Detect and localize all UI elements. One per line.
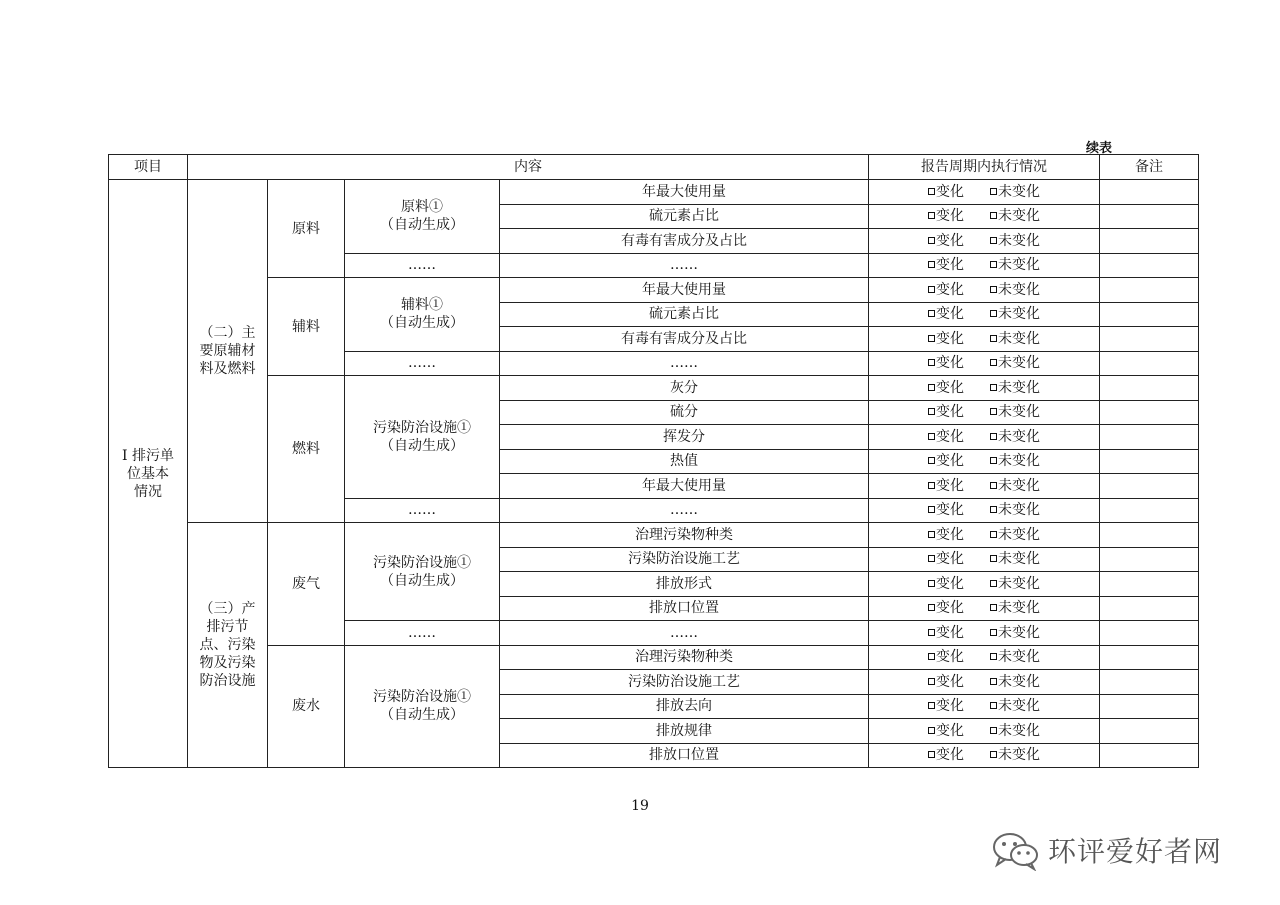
unchanged-option[interactable] <box>990 697 1040 715</box>
item-cell: 治理污染物种类 <box>500 523 869 548</box>
continued-label: 续表 <box>1086 141 1113 156</box>
remarks-cell[interactable] <box>1100 498 1199 523</box>
remarks-cell[interactable] <box>1100 400 1199 425</box>
checkbox-icon[interactable] <box>990 751 997 758</box>
section-cell: I 排污单 位基本 情况 <box>109 180 188 768</box>
changed-option-label: 变化 <box>936 673 964 690</box>
status-cell <box>869 645 1100 670</box>
checkbox-icon[interactable] <box>928 188 935 195</box>
unchanged-option-label: 未变化 <box>998 281 1040 298</box>
remarks-cell[interactable] <box>1100 523 1199 548</box>
unchanged-option[interactable] <box>990 330 1040 348</box>
remarks-cell[interactable] <box>1100 327 1199 352</box>
status-cell <box>869 425 1100 450</box>
item-cell: 硫元素占比 <box>500 204 869 229</box>
checkbox-icon[interactable] <box>990 212 997 219</box>
status-cell <box>869 694 1100 719</box>
item-cell: 治理污染物种类 <box>500 645 869 670</box>
remarks-cell[interactable] <box>1100 645 1199 670</box>
table-row <box>109 180 1199 205</box>
unchanged-option-label: 未变化 <box>998 306 1040 323</box>
unchanged-option[interactable] <box>990 722 1040 740</box>
unchanged-option[interactable] <box>990 379 1040 397</box>
item-cell: 排放口位置 <box>500 743 869 768</box>
item-cell: 硫分 <box>500 400 869 425</box>
category-cell: 废水 <box>268 645 345 768</box>
checkbox-icon[interactable] <box>990 653 997 660</box>
checkbox-icon[interactable] <box>990 408 997 415</box>
changed-option[interactable] <box>928 746 964 764</box>
table-body <box>109 180 1199 768</box>
status-cell <box>869 278 1100 303</box>
subsection-cell: （三）产 排污节 点、污染 物及污染 防治设施 <box>188 523 268 768</box>
unchanged-option-label: 未变化 <box>998 379 1040 396</box>
item-ellipsis-cell: …… <box>500 498 869 523</box>
status-cell <box>869 302 1100 327</box>
checkbox-icon[interactable] <box>928 433 935 440</box>
checkbox-icon[interactable] <box>928 727 935 734</box>
checkbox-icon[interactable] <box>990 384 997 391</box>
checkbox-icon[interactable] <box>990 359 997 366</box>
unchanged-option-label: 未变化 <box>998 208 1040 225</box>
checkbox-icon[interactable] <box>990 310 997 317</box>
checkbox-icon[interactable] <box>928 751 935 758</box>
report-table <box>108 154 1199 768</box>
unchanged-option-label: 未变化 <box>998 502 1040 519</box>
changed-option[interactable] <box>928 428 964 446</box>
changed-option-label: 变化 <box>936 698 964 715</box>
changed-option[interactable] <box>928 477 964 495</box>
item-cell: 有毒有害成分及占比 <box>500 327 869 352</box>
checkbox-icon[interactable] <box>990 506 997 513</box>
unchanged-option-label: 未变化 <box>998 428 1040 445</box>
item-ellipsis-cell: …… <box>500 351 869 376</box>
status-cell <box>869 572 1100 597</box>
unchanged-option[interactable] <box>990 354 1040 372</box>
checkbox-icon[interactable] <box>928 531 935 538</box>
checkbox-icon[interactable] <box>990 580 997 587</box>
status-cell <box>869 327 1100 352</box>
entry-cell: 原料① （自动生成） <box>345 180 500 254</box>
status-cell <box>869 229 1100 254</box>
item-cell: 有毒有害成分及占比 <box>500 229 869 254</box>
unchanged-option[interactable] <box>990 305 1040 323</box>
changed-option-label: 变化 <box>936 624 964 641</box>
watermark <box>990 828 1222 872</box>
changed-option[interactable] <box>928 722 964 740</box>
changed-option[interactable] <box>928 673 964 691</box>
status-cell <box>869 621 1100 646</box>
checkbox-icon[interactable] <box>928 482 935 489</box>
changed-option-label: 变化 <box>936 404 964 421</box>
changed-option-label: 变化 <box>936 551 964 568</box>
unchanged-option-label: 未变化 <box>998 477 1040 494</box>
checkbox-icon[interactable] <box>928 335 935 342</box>
checkbox-icon[interactable] <box>928 261 935 268</box>
checkbox-icon[interactable] <box>990 604 997 611</box>
unchanged-option-label: 未变化 <box>998 183 1040 200</box>
unchanged-option-label: 未变化 <box>998 526 1040 543</box>
table-row <box>109 278 1199 303</box>
item-cell: 排放规律 <box>500 719 869 744</box>
remarks-cell[interactable] <box>1100 547 1199 572</box>
item-ellipsis-cell: …… <box>500 621 869 646</box>
changed-option-label: 变化 <box>936 575 964 592</box>
entry-cell: 污染防治设施① （自动生成） <box>345 645 500 768</box>
table-row <box>109 523 1199 548</box>
unchanged-option[interactable] <box>990 550 1040 568</box>
status-cell <box>869 351 1100 376</box>
table-row <box>109 376 1199 401</box>
status-cell <box>869 180 1100 205</box>
remarks-cell[interactable] <box>1100 180 1199 205</box>
page-number: 19 <box>631 798 649 814</box>
remarks-cell[interactable] <box>1100 621 1199 646</box>
checkbox-icon[interactable] <box>928 678 935 685</box>
remarks-cell[interactable] <box>1100 253 1199 278</box>
changed-option[interactable] <box>928 526 964 544</box>
checkbox-icon[interactable] <box>928 653 935 660</box>
checkbox-icon[interactable] <box>990 727 997 734</box>
status-cell <box>869 719 1100 744</box>
unchanged-option-label: 未变化 <box>998 232 1040 249</box>
entry-cell: 污染防治设施① （自动生成） <box>345 376 500 499</box>
category-cell: 辅料 <box>268 278 345 376</box>
item-cell: 污染防治设施工艺 <box>500 670 869 695</box>
changed-option[interactable] <box>928 452 964 470</box>
changed-option-label: 变化 <box>936 477 964 494</box>
checkbox-icon[interactable] <box>928 629 935 636</box>
changed-option-label: 变化 <box>936 600 964 617</box>
status-cell <box>869 253 1100 278</box>
category-cell: 燃料 <box>268 376 345 523</box>
checkbox-icon[interactable] <box>928 384 935 391</box>
checkbox-icon[interactable] <box>928 555 935 562</box>
unchanged-option[interactable] <box>990 403 1040 421</box>
changed-option[interactable] <box>928 550 964 568</box>
unchanged-option[interactable] <box>990 256 1040 274</box>
checkbox-icon[interactable] <box>928 212 935 219</box>
category-cell: 废气 <box>268 523 345 646</box>
status-cell <box>869 376 1100 401</box>
status-cell <box>869 449 1100 474</box>
changed-option-label: 变化 <box>936 208 964 225</box>
entry-cell: 污染防治设施① （自动生成） <box>345 523 500 621</box>
unchanged-option-label: 未变化 <box>998 600 1040 617</box>
changed-option-label: 变化 <box>936 379 964 396</box>
unchanged-option[interactable] <box>990 673 1040 691</box>
entry-ellipsis-cell: …… <box>345 621 500 646</box>
checkbox-icon[interactable] <box>990 678 997 685</box>
entry-ellipsis-cell: …… <box>345 498 500 523</box>
checkbox-icon[interactable] <box>990 433 997 440</box>
checkbox-icon[interactable] <box>928 457 935 464</box>
remarks-cell[interactable] <box>1100 425 1199 450</box>
changed-option[interactable] <box>928 624 964 642</box>
unchanged-option[interactable] <box>990 526 1040 544</box>
header-remarks: 备注 <box>1100 155 1199 180</box>
checkbox-icon[interactable] <box>928 408 935 415</box>
status-cell <box>869 498 1100 523</box>
remarks-cell[interactable] <box>1100 670 1199 695</box>
item-cell: 年最大使用量 <box>500 474 869 499</box>
item-cell: 排放去向 <box>500 694 869 719</box>
unchanged-option[interactable] <box>990 477 1040 495</box>
changed-option[interactable] <box>928 207 964 225</box>
changed-option-label: 变化 <box>936 306 964 323</box>
remarks-cell[interactable] <box>1100 474 1199 499</box>
unchanged-option-label: 未变化 <box>998 624 1040 641</box>
changed-option[interactable] <box>928 256 964 274</box>
remarks-cell[interactable] <box>1100 229 1199 254</box>
changed-option-label: 变化 <box>936 428 964 445</box>
changed-option-label: 变化 <box>936 257 964 274</box>
item-cell: 灰分 <box>500 376 869 401</box>
subsection-cell: （二）主 要原辅材 料及燃料 <box>188 180 268 523</box>
status-cell <box>869 670 1100 695</box>
remarks-cell[interactable] <box>1100 572 1199 597</box>
unchanged-option-label: 未变化 <box>998 330 1040 347</box>
remarks-cell[interactable] <box>1100 694 1199 719</box>
changed-option-label: 变化 <box>936 355 964 372</box>
remarks-cell[interactable] <box>1100 719 1199 744</box>
unchanged-option-label: 未变化 <box>998 575 1040 592</box>
changed-option[interactable] <box>928 281 964 299</box>
item-cell: 年最大使用量 <box>500 278 869 303</box>
item-cell: 热值 <box>500 449 869 474</box>
item-cell: 排放形式 <box>500 572 869 597</box>
changed-option-label: 变化 <box>936 502 964 519</box>
status-cell <box>869 400 1100 425</box>
entry-ellipsis-cell: …… <box>345 253 500 278</box>
item-cell: 挥发分 <box>500 425 869 450</box>
watermark-text: 环评爱好者网 <box>1048 835 1223 868</box>
checkbox-icon[interactable] <box>990 237 997 244</box>
header-row <box>109 155 1199 180</box>
remarks-cell[interactable] <box>1100 449 1199 474</box>
changed-option[interactable] <box>928 697 964 715</box>
checkbox-icon[interactable] <box>928 580 935 587</box>
checkbox-icon[interactable] <box>990 335 997 342</box>
entry-ellipsis-cell: …… <box>345 351 500 376</box>
checkbox-icon[interactable] <box>990 457 997 464</box>
unchanged-option[interactable] <box>990 428 1040 446</box>
remarks-cell[interactable] <box>1100 278 1199 303</box>
remarks-cell[interactable] <box>1100 302 1199 327</box>
checkbox-icon[interactable] <box>928 237 935 244</box>
remarks-cell[interactable] <box>1100 743 1199 768</box>
changed-option[interactable] <box>928 305 964 323</box>
checkbox-icon[interactable] <box>990 555 997 562</box>
changed-option-label: 变化 <box>936 183 964 200</box>
changed-option[interactable] <box>928 330 964 348</box>
status-cell <box>869 743 1100 768</box>
unchanged-option-label: 未变化 <box>998 747 1040 764</box>
changed-option-label: 变化 <box>936 747 964 764</box>
changed-option[interactable] <box>928 599 964 617</box>
checkbox-icon[interactable] <box>928 702 935 709</box>
header-content: 内容 <box>188 155 869 180</box>
remarks-cell[interactable] <box>1100 351 1199 376</box>
changed-option[interactable] <box>928 183 964 201</box>
unchanged-option-label: 未变化 <box>998 698 1040 715</box>
changed-option-label: 变化 <box>936 526 964 543</box>
changed-option[interactable] <box>928 354 964 372</box>
checkbox-icon[interactable] <box>990 702 997 709</box>
checkbox-icon[interactable] <box>928 604 935 611</box>
checkbox-icon[interactable] <box>928 310 935 317</box>
unchanged-option[interactable] <box>990 648 1040 666</box>
remarks-cell[interactable] <box>1100 596 1199 621</box>
status-cell <box>869 474 1100 499</box>
status-cell <box>869 547 1100 572</box>
unchanged-option[interactable] <box>990 281 1040 299</box>
changed-option-label: 变化 <box>936 281 964 298</box>
entry-cell: 辅料① （自动生成） <box>345 278 500 352</box>
changed-option-label: 变化 <box>936 722 964 739</box>
checkbox-icon[interactable] <box>990 482 997 489</box>
unchanged-option[interactable] <box>990 624 1040 642</box>
checkbox-icon[interactable] <box>990 261 997 268</box>
unchanged-option-label: 未变化 <box>998 649 1040 666</box>
unchanged-option-label: 未变化 <box>998 551 1040 568</box>
status-cell <box>869 523 1100 548</box>
unchanged-option-label: 未变化 <box>998 257 1040 274</box>
unchanged-option[interactable] <box>990 207 1040 225</box>
item-cell: 硫元素占比 <box>500 302 869 327</box>
unchanged-option[interactable] <box>990 501 1040 519</box>
unchanged-option[interactable] <box>990 232 1040 250</box>
changed-option-label: 变化 <box>936 649 964 666</box>
changed-option[interactable] <box>928 379 964 397</box>
remarks-cell[interactable] <box>1100 204 1199 229</box>
remarks-cell[interactable] <box>1100 376 1199 401</box>
unchanged-option[interactable] <box>990 746 1040 764</box>
changed-option[interactable] <box>928 648 964 666</box>
header-item: 项目 <box>109 155 188 180</box>
changed-option[interactable] <box>928 501 964 519</box>
changed-option[interactable] <box>928 575 964 593</box>
checkbox-icon[interactable] <box>928 359 935 366</box>
checkbox-icon[interactable] <box>990 188 997 195</box>
item-cell: 年最大使用量 <box>500 180 869 205</box>
unchanged-option[interactable] <box>990 183 1040 201</box>
unchanged-option-label: 未变化 <box>998 404 1040 421</box>
category-cell: 原料 <box>268 180 345 278</box>
table-row <box>109 645 1199 670</box>
wechat-icon <box>990 829 1042 871</box>
unchanged-option[interactable] <box>990 575 1040 593</box>
checkbox-icon[interactable] <box>928 506 935 513</box>
item-cell: 污染防治设施工艺 <box>500 547 869 572</box>
unchanged-option-label: 未变化 <box>998 722 1040 739</box>
changed-option-label: 变化 <box>936 232 964 249</box>
changed-option-label: 变化 <box>936 330 964 347</box>
changed-option[interactable] <box>928 232 964 250</box>
unchanged-option[interactable] <box>990 599 1040 617</box>
item-ellipsis-cell: …… <box>500 253 869 278</box>
checkbox-icon[interactable] <box>990 531 997 538</box>
checkbox-icon[interactable] <box>990 286 997 293</box>
item-cell: 排放口位置 <box>500 596 869 621</box>
header-status: 报告周期内执行情况 <box>869 155 1100 180</box>
changed-option[interactable] <box>928 403 964 421</box>
unchanged-option-label: 未变化 <box>998 453 1040 470</box>
changed-option-label: 变化 <box>936 453 964 470</box>
status-cell <box>869 596 1100 621</box>
unchanged-option-label: 未变化 <box>998 355 1040 372</box>
unchanged-option[interactable] <box>990 452 1040 470</box>
checkbox-icon[interactable] <box>990 629 997 636</box>
status-cell <box>869 204 1100 229</box>
checkbox-icon[interactable] <box>928 286 935 293</box>
unchanged-option-label: 未变化 <box>998 673 1040 690</box>
